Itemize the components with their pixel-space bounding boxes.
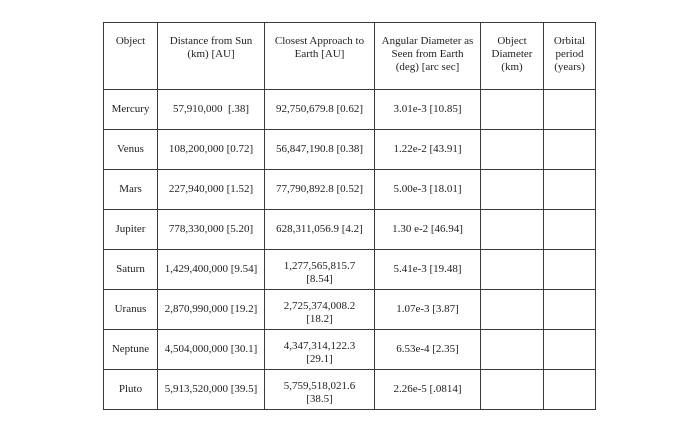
cell-object: Mercury <box>104 90 158 130</box>
cell-text: [29.1] <box>306 352 333 365</box>
header-object <box>104 23 158 90</box>
header-angular-diameter <box>375 23 481 90</box>
header-text: Earth [AU] <box>294 48 345 60</box>
cell-diameter[interactable] <box>481 90 544 130</box>
cell-approach <box>265 370 375 410</box>
cell-approach <box>265 250 375 290</box>
cell-distance: 5,913,520,000 [39.5] <box>158 370 265 410</box>
cell-approach <box>265 130 375 170</box>
table-row-neptune <box>104 330 596 370</box>
cell-text: [38.5] <box>306 392 333 405</box>
cell-object: Saturn <box>104 250 158 290</box>
cell-period[interactable] <box>544 330 596 370</box>
header-text: Seen from Earth <box>391 48 464 60</box>
cell-diameter[interactable] <box>481 170 544 210</box>
header-text: Angular Diameter as <box>381 35 474 47</box>
cell-distance: 57,910,000 [.38] <box>158 90 265 130</box>
cell-object: Venus <box>104 130 158 170</box>
header-text: (km) <box>501 61 523 73</box>
cell-text: [18.2] <box>306 312 333 325</box>
cell-object: Jupiter <box>104 210 158 250</box>
cell-period[interactable] <box>544 370 596 410</box>
cell-approach <box>265 330 375 370</box>
header-text: period <box>555 48 584 60</box>
cell-angular: 6.53e-4 [2.35] <box>375 330 481 370</box>
cell-angular: 1.07e-3 [3.87] <box>375 290 481 330</box>
cell-text: 1,277,565,815.7 <box>283 259 356 272</box>
cell-object: Uranus <box>104 290 158 330</box>
table-row-jupiter <box>104 210 596 250</box>
header-text: Object <box>497 35 527 47</box>
header-text: Closest Approach to <box>274 35 365 47</box>
table-row-mars <box>104 170 596 210</box>
cell-period[interactable] <box>544 130 596 170</box>
cell-distance: 1,429,400,000 [9.54] <box>158 250 265 290</box>
header-text: (deg) [arc sec] <box>395 61 460 73</box>
header-text: Orbital <box>553 35 586 47</box>
cell-period[interactable] <box>544 170 596 210</box>
cell-distance: 108,200,000 [0.72] <box>158 130 265 170</box>
header-text: Diameter <box>491 48 533 60</box>
table-row-mercury <box>104 90 596 130</box>
header-object-diameter <box>481 23 544 90</box>
cell-period[interactable] <box>544 210 596 250</box>
cell-diameter[interactable] <box>481 330 544 370</box>
cell-text: 77,790,892.8 [0.52] <box>275 183 364 195</box>
cell-approach <box>265 210 375 250</box>
cell-diameter[interactable] <box>481 130 544 170</box>
cell-distance: 2,870,990,000 [19.2] <box>158 290 265 330</box>
header-row <box>104 23 596 90</box>
cell-angular: 1.22e-2 [43.91] <box>375 130 481 170</box>
cell-distance: 778,330,000 [5.20] <box>158 210 265 250</box>
table-row-pluto <box>104 370 596 410</box>
cell-period[interactable] <box>544 90 596 130</box>
cell-angular: 2.26e-5 [.0814] <box>375 370 481 410</box>
cell-approach <box>265 170 375 210</box>
cell-angular: 3.01e-3 [10.85] <box>375 90 481 130</box>
table-row-venus <box>104 130 596 170</box>
cell-approach <box>265 90 375 130</box>
cell-object: Neptune <box>104 330 158 370</box>
cell-diameter[interactable] <box>481 250 544 290</box>
header-text: (years) <box>554 61 585 73</box>
cell-object: Mars <box>104 170 158 210</box>
cell-text: 5,759,518,021.6 <box>283 379 356 392</box>
cell-text: 2,725,374,008.2 <box>283 299 356 312</box>
cell-text: 92,750,679.8 [0.62] <box>275 103 364 115</box>
planet-data-table <box>103 22 596 410</box>
cell-angular: 5.41e-3 [19.48] <box>375 250 481 290</box>
cell-text: 628,311,056.9 [4.2] <box>276 223 363 235</box>
header-text: (km) [AU] <box>187 48 235 60</box>
cell-diameter[interactable] <box>481 370 544 410</box>
header-text: Distance from Sun <box>169 35 253 47</box>
cell-distance: 4,504,000,000 [30.1] <box>158 330 265 370</box>
header-text: Object <box>115 35 146 47</box>
cell-approach <box>265 290 375 330</box>
table-row-uranus <box>104 290 596 330</box>
cell-period[interactable] <box>544 250 596 290</box>
cell-text: 4,347,314,122.3 <box>283 339 356 352</box>
cell-diameter[interactable] <box>481 210 544 250</box>
cell-diameter[interactable] <box>481 290 544 330</box>
cell-angular: 1.30 e-2 [46.94] <box>375 210 481 250</box>
header-orbital-period <box>544 23 596 90</box>
cell-period[interactable] <box>544 290 596 330</box>
cell-angular: 5.00e-3 [18.01] <box>375 170 481 210</box>
header-distance-from-sun <box>158 23 265 90</box>
cell-object: Pluto <box>104 370 158 410</box>
cell-distance: 227,940,000 [1.52] <box>158 170 265 210</box>
header-closest-approach <box>265 23 375 90</box>
table-row-saturn <box>104 250 596 290</box>
cell-text: 56,847,190.8 [0.38] <box>275 143 364 155</box>
cell-text: [8.54] <box>306 272 333 285</box>
